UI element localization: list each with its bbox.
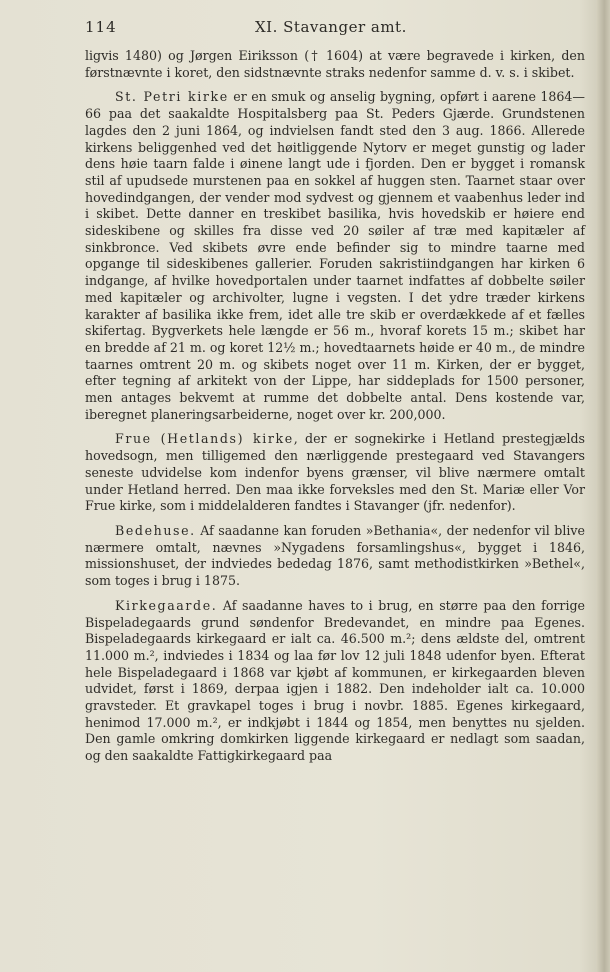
paragraph-body: , der er sognekirke i Hetland prestegjælds hovedsogn, men tilligemed den nærliggende prestegaard ved Stavangers seneste udvidelse kom indenfor byens grænser, vil blive nærmere omtalt under Hetland herred. Den maa ikke forveksles med den St. Mariæ eller Vor Frue kirke, som i middelalderen fandtes i Stavanger (jfr. nedenfor). bbox=[85, 431, 585, 514]
paragraph-lead: Kirkegaarde. bbox=[115, 597, 218, 613]
running-title: XI. Stavanger amt. bbox=[255, 18, 407, 36]
paragraph-bedehuse bbox=[85, 523, 585, 590]
paragraph-body: Af saadanne kan foruden »Bethania«, der nedenfor vil blive nærmere omtalt, nævnes »Nygadens forsamlingshus«, bygget i 1846, missionshuset, der indviedes bededag 1876, samt methodistkirken »Bethel«, som toges i brug i 1875. bbox=[85, 522, 585, 589]
paragraph-lead: Bedehuse. bbox=[115, 522, 196, 538]
paragraph-body: Af saadanne haves to i brug, en større paa den forrige Bispeladegaards grund søndenfor Bredevandet, en mindre paa Egenes. Bispeladegaards kirkegaard er ialt ca. 46.500 m.²; dens ældste del, omtrent 11.000 m.², indviedes i 1834 og laa før lov 12 juli 1848 udenfor byen. Efterat hele Bispeladegaard i 1868 var kjøbt af kommunen, er kirkegaarden bleven udvidet, først i 1869, derpaa igjen i 1882. Den indeholder ialt ca. 10.000 gravsteder. Et gravkapel toges i brug i novbr. 1885. Egenes kirkegaard, henimod 17.000 m.², er indkjøbt i 1844 og 1854, men benyttes nu sjelden. Den gamle omkring domkirken liggende kirkegaard er nedlagt som saadan, og den saakaldte Fattigkirkegaard paa bbox=[85, 597, 585, 764]
paragraph-kirkegaarde bbox=[85, 598, 585, 765]
body-text bbox=[85, 48, 585, 765]
paragraph-continuation bbox=[85, 48, 585, 81]
paragraph-lead: St. Petri kirke bbox=[115, 89, 229, 105]
paragraph-frue-kirke bbox=[85, 431, 585, 515]
paragraph-body: ligvis 1480) og Jørgen Eiriksson († 1604) at være begravede i kirken, den førstnævnte i koret, den sidstnævnte straks nedenfor samme d. v. s. i skibet. bbox=[85, 48, 585, 80]
page-header bbox=[85, 18, 585, 40]
page-number: 114 bbox=[85, 18, 117, 36]
paragraph-lead: Frue (Hetlands) kirke bbox=[115, 431, 294, 447]
paragraph-st-petri-kirke bbox=[85, 89, 585, 423]
paragraph-body: er en smuk og anselig bygning, opført i aarene 1864—66 paa det saakaldte Hospitalsberg paa St. Peders Gjærde. Grundstenen lagdes den 2 juni 1864, og indvielsen fandt sted den 3 aug. 1866. Allerede kirkens beliggenhed ved det høitliggende Nytorv er meget gunstig og lader dens høie taarn falde i øinene langt ude i fjorden. Den er bygget i romansk stil af upudsede murstenen paa en sokkel af huggen sten. Taarnet staar over hovedindgangen, der vender mod sydvest og gjennem et vaabenhus leder ind i skibet. Dette danner en treskibet basilika, hvis hovedskib er høiere end sideskibene og skilles fra disse ved 20 søiler af træ med kapitæler af sinkbronce. Ved skibets øvre ende befinder sig to mindre taarne med opgange til sideskibenes gallerier. Foruden sakristiindgangen har kirken 6 indgange, af hvilke hovedportalen under taarnet indfattes af dobbelte søiler med kapitæler og archivolter, lugne i vegsten. I det ydre træder kirkens karakter af basilika ikke frem, idet alle tre skib er overdækkede af et fælles skifertag. Bygverkets hele længde er 56 m., hvoraf korets 15 m.; skibet har en bredde af 21 m. og koret 12½ m.; hovedtaarnets høide er 40 m., de mindre taarnes omtrent 20 m. og skibets noget over 11 m. Kirken, der er bygget, efter tegning af arkitekt von der Lippe, har siddeplads for 1500 personer, men antages bekvemt at rumme det dobbelte antal. Dens kostende var, iberegnet planeringsarbeiderne, noget over kr. 200,000. bbox=[85, 89, 586, 422]
page-edge bbox=[596, 0, 610, 972]
